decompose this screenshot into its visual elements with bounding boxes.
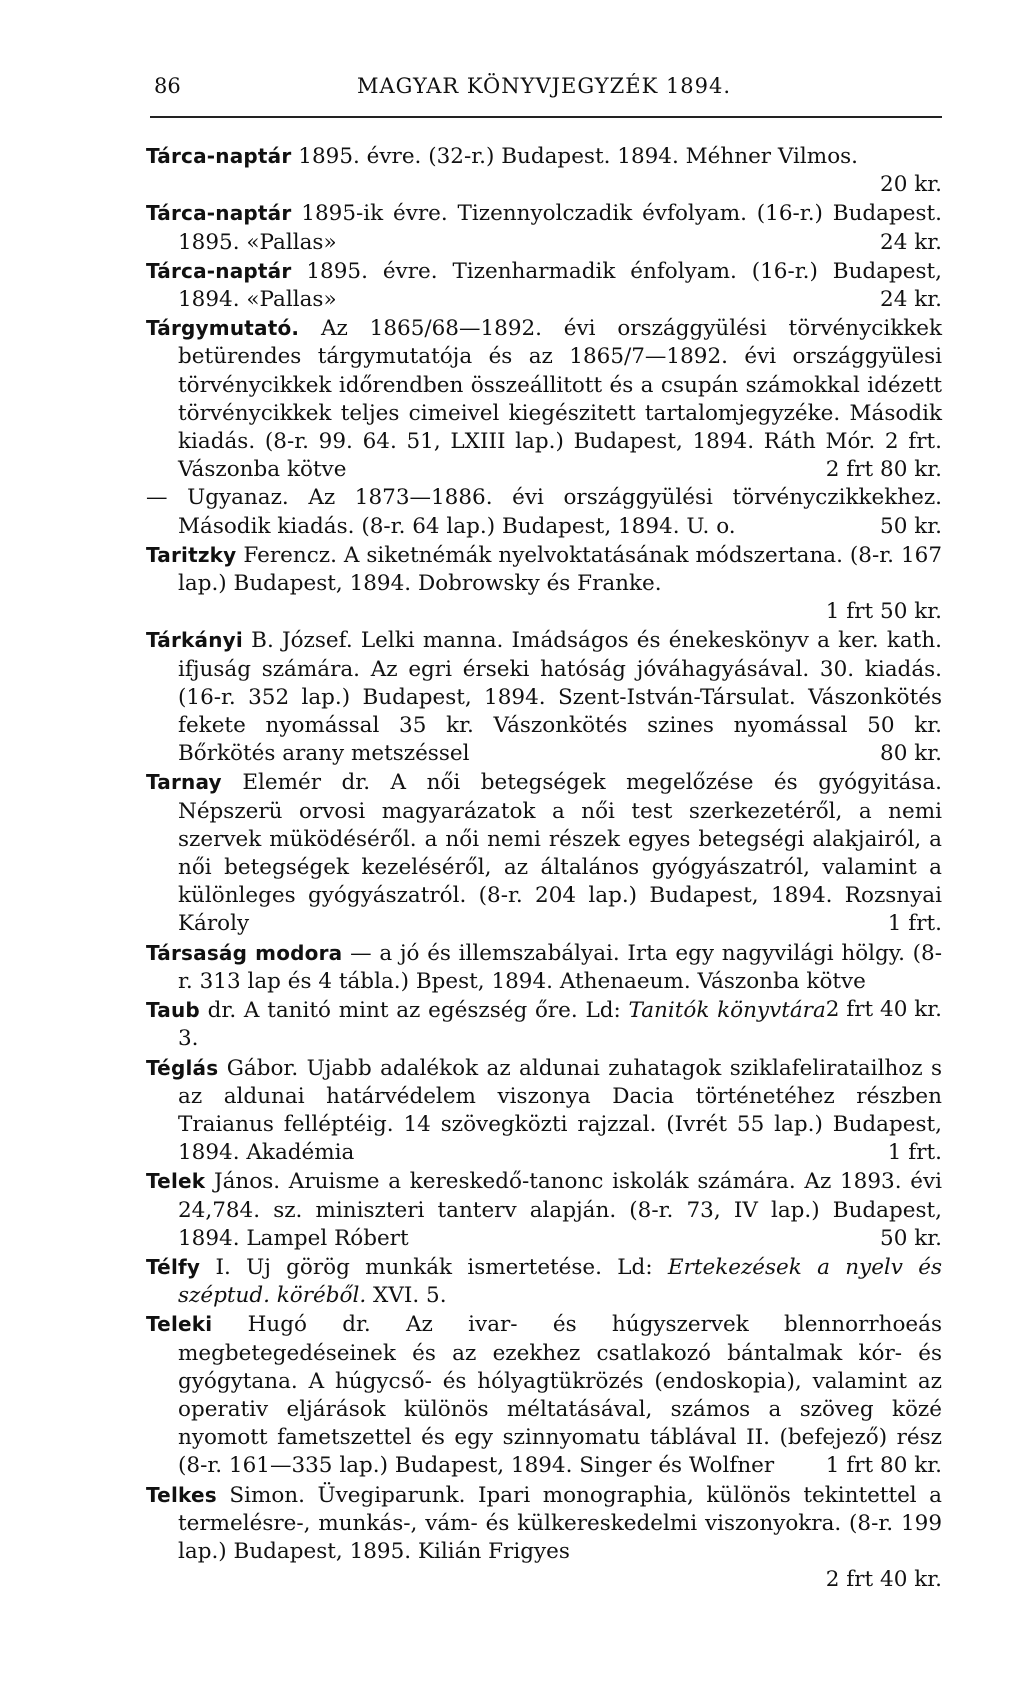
entry-heading: Tárgymutató. xyxy=(146,316,300,341)
entry-heading: Taub xyxy=(146,998,200,1023)
entry-description: Simon. Üvegiparunk. Ipari monographia, különös tekintettel a termelésre-, munkás-, vám- és külkereskedelmi viszonyokra. (8-r. 199 lap.) Budapest, 1895. Kilián Frigyes xyxy=(178,1482,942,1564)
entry-price: 50 kr. xyxy=(880,1225,942,1251)
entry-description: 1895-ik évre. Tizennyolczadik évfolyam. (16-r.) Budapest. 1895. «Pallas» xyxy=(178,201,942,255)
entry-price: 1 frt. xyxy=(887,911,942,937)
entry-price: 1 frt. xyxy=(887,1140,942,1166)
bibliography-entry xyxy=(146,142,942,199)
bibliography-entry xyxy=(146,1253,942,1310)
entry-price: 2 frt 40 kr. xyxy=(825,1567,942,1593)
bibliography-entry xyxy=(146,484,942,540)
entry-description: János. Aruisme a kereskedő-tanonc iskolák számára. Az 1893. évi 24,784. sz. miniszteri tanterv alapján. (8-r. 73, IV lap.) Budapest, 1894. Lampel Róbert xyxy=(178,1169,942,1251)
bibliography-entry xyxy=(146,996,942,1053)
bibliography-entries xyxy=(146,142,942,1594)
entry-description: dr. A tanitó mint az egészség őre. Ld: xyxy=(207,998,621,1024)
entry-description: Elemér dr. A női betegségek megelőzése és gyógyitása. Népszerü orvosi magyarázatok a női test szerkezetéről, a nemi szervek müködéséről. a női nemi részek egyes betegségi alakjairól, a női betegségek kezeléséről, az általános gyógyászatról, valamint a különleges gyógyászatról. (8-r. 204 lap.) Budapest, 1894. Rozsnyai Károly xyxy=(178,770,942,937)
bibliography-entry xyxy=(146,1167,942,1253)
bibliography-entry xyxy=(146,541,942,627)
bibliography-entry xyxy=(146,1481,942,1595)
entry-reference: Ertekezések a nyelv és széptud. köréből. xyxy=(178,1254,942,1309)
entry-reference-volume: XVI. 5. xyxy=(373,1283,447,1309)
entry-description: 1895. évre. (32-r.) Budapest. 1894. Méhner Vilmos. xyxy=(298,144,859,169)
entry-price: 2 frt 40 kr. xyxy=(825,997,942,1023)
entry-price: 24 kr. xyxy=(880,287,942,313)
entry-heading: Telek xyxy=(146,1169,206,1194)
header-rule xyxy=(150,116,942,118)
bibliography-entry xyxy=(146,768,942,938)
entry-description: — Ugyanaz. Az 1873—1886. évi országgyülési törvényczikkekhez. Második kiadás. (8-r. 64 lap.) Budapest, 1894. U. o. xyxy=(146,485,942,539)
entry-description: Az 1865/68—1892. évi országgyülési törvénycikkek betürendes tárgymutatója és az 1865/7—1892. évi országgyülesi törvénycikkek időrendben összeállitott és a csupán számokkal idézett törvénycikkek teljes cimeivel kiegészitett tartalomjegyzéke. Második kiadás. (8-r. 99. 64. 51, LXIII lap.) Budapest, 1894. Ráth Mór. 2 frt. Vászonba kötve xyxy=(178,316,942,483)
entry-description: Ferencz. A siketnémák nyelvoktatásának módszertana. (8-r. 167 lap.) Budapest, 1894. Dobrowsky és Franke. xyxy=(178,542,942,597)
running-title: MAGYAR KÖNYVJEGYZÉK 1894. xyxy=(356,74,732,98)
bibliography-entry xyxy=(146,1310,942,1480)
page-header xyxy=(146,74,942,104)
entry-description: I. Uj görög munkák ismertetése. Ld: xyxy=(215,1254,653,1280)
entry-price: 80 kr. xyxy=(880,741,942,767)
entry-reference: Tanitók könyvtára xyxy=(628,998,826,1024)
entry-price: 24 kr. xyxy=(880,229,942,255)
bibliography-entry xyxy=(146,257,942,314)
entry-price: 20 kr. xyxy=(880,172,942,198)
entry-price: 1 frt 50 kr. xyxy=(825,599,942,625)
entry-price: 2 frt 80 kr. xyxy=(825,457,942,483)
entry-heading: Tárca-naptár xyxy=(146,144,292,168)
entry-heading: Telkes xyxy=(146,1482,217,1507)
entry-description: Gábor. Ujabb adalékok az aldunai zuhatagok sziklafeliratailhoz s az aldunai határvédelem viszonya Dacia történetéhez részben Traianus felléptéig. 14 szövegközti rajzzal. (Ivrét 55 lap.) Budapest, 1894. Akadémia xyxy=(178,1055,942,1166)
entry-description: 1895. évre. Tizenharmadik énfolyam. (16-r.) Budapest, 1894. «Pallas» xyxy=(178,258,942,313)
entry-heading: Tárca-naptár xyxy=(146,201,292,226)
entry-description: Hugó dr. Az ivar- és húgyszervek blennorrhoeás megbetegedéseinek és az ezekhez csatlakozó bántalmak kór- és gyógytana. A húgycső- és hólyagtükrözés (endoskopia), valamint az operativ eljárások különös méltatásával, számos a szöveg közé nyomott fametszettel és egy szinnyomatu táblával II. (befejező) rész (8-r. 161—335 lap.) Budapest, 1894. Singer és Wolfner xyxy=(178,1312,942,1479)
entry-heading: Tárkányi xyxy=(146,628,243,653)
book-page xyxy=(146,0,942,1707)
entry-price: 50 kr. xyxy=(880,513,942,539)
entry-heading: Tarnay xyxy=(146,770,222,795)
entry-description: — a jó és illemszabályai. Irta egy nagyvilági hölgy. (8-r. 313 lap és 4 tábla.) Bpest, 1894. Athenaeum. Vászonba kötve xyxy=(178,940,942,994)
bibliography-entry xyxy=(146,199,942,256)
entry-heading: Társaság modora xyxy=(146,940,343,965)
entry-heading: Taritzky xyxy=(146,542,237,567)
entry-description: B. József. Lelki manna. Imádságos és énekeskönyv a ker. kath. ifjuság számára. Az egri érseki hatóság jóváhagyásával. 30. kiadás. (16-r. 352 lap.) Budapest, 1894. Szent-István-Társulat. Vászonkötés fekete nyomással 35 kr. Vászonkötés szines nyomással 50 kr. Bőrkötés arany metszéssel xyxy=(178,628,942,767)
entry-reference-volume: 3. xyxy=(178,1026,199,1052)
entry-heading: Teleki xyxy=(146,1312,213,1337)
entry-heading: Téglás xyxy=(146,1055,219,1080)
bibliography-entry xyxy=(146,314,942,484)
bibliography-entry xyxy=(146,1054,942,1168)
entry-heading: Tárca-naptár xyxy=(146,258,292,283)
entry-price: 1 frt 80 kr. xyxy=(825,1453,942,1479)
entry-heading: Télfy xyxy=(146,1254,201,1279)
bibliography-entry xyxy=(146,626,942,768)
page-number: 86 xyxy=(154,74,181,98)
